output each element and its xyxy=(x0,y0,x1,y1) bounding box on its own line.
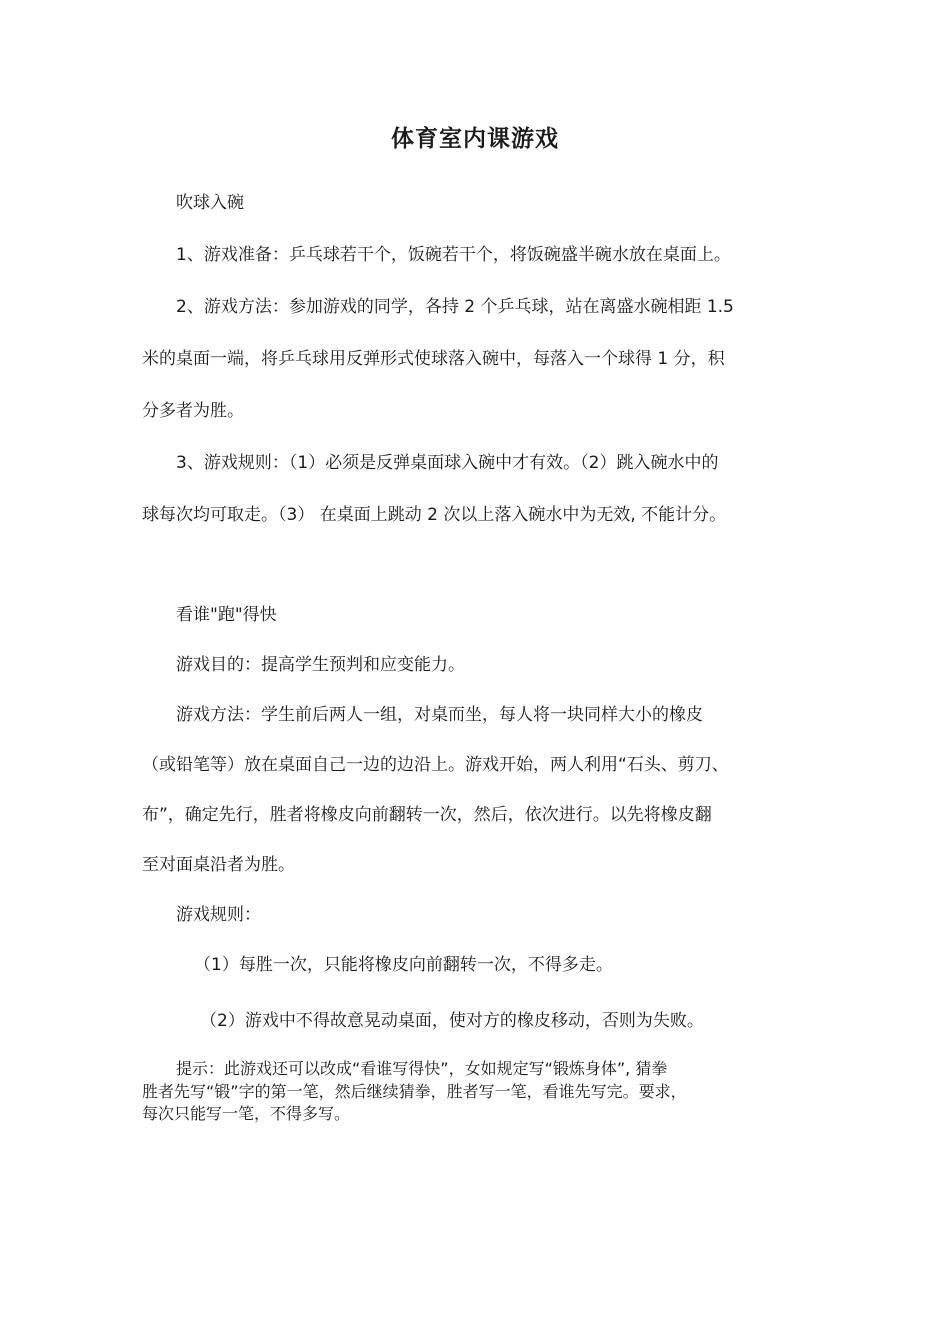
paragraph-rules-line-2: 球每次均可取走。（3） 在桌面上跳动 2 次以上落入碗水中为无效, 不能计分。 xyxy=(142,505,727,525)
rule-item-1: （1）每胜一次，只能将橡皮向前翻转一次，不得多走。 xyxy=(194,955,613,975)
paragraph-game-method-line-2: （或铅笔等）放在桌面自己一边的边沿上。游戏开始，两人利用“石头、剪刀、 xyxy=(142,755,729,775)
rule-item-2: （2）游戏中不得故意晃动桌面，使对方的橡皮移动，否则为失败。 xyxy=(200,1011,704,1031)
rules-heading: 游戏规则： xyxy=(176,905,261,925)
paragraph-game-method-line-3: 布”，确定先行，胜者将橡皮向前翻转一次，然后，依次进行。以先将橡皮翻 xyxy=(142,805,712,825)
section-heading-who-runs-fast: 看谁"跑"得快 xyxy=(176,605,277,625)
paragraph-game-method-line-1: 游戏方法：学生前后两人一组，对桌而坐，每人将一块同样大小的橡皮 xyxy=(176,705,703,725)
tip-line-1: 提示：此游戏还可以改成“看谁写得快”，女如规定写“锻炼身体”, 猜拳 xyxy=(176,1059,668,1078)
paragraph-purpose: 游戏目的：提高学生预判和应变能力。 xyxy=(176,655,465,675)
paragraph-method-line-3: 分多者为胜。 xyxy=(142,401,244,421)
document-title: 体育室内课游戏 xyxy=(391,126,559,152)
paragraph-preparation: 1、游戏准备：乒乓球若干个，饭碗若干个，将饭碗盛半碗水放在桌面上。 xyxy=(176,245,731,265)
paragraph-method-line-2: 米的桌面一端，将乒乓球用反弹形式使球落入碗中，每落入一个球得 1 分，积 xyxy=(142,349,725,369)
tip-line-2: 胜者先写“锻”字的第一笔，然后继续猜拳，胜者写一笔，看谁先写完。要求， xyxy=(142,1082,687,1101)
tip-line-3: 每次只能写一笔，不得多写。 xyxy=(142,1104,351,1123)
paragraph-rules-line-1: 3、游戏规则：（1）必须是反弹桌面球入碗中才有效。（2）跳入碗水中的 xyxy=(176,453,719,473)
paragraph-method-line-1: 2、游戏方法：参加游戏的同学，各持 2 个乒乓球，站在离盛水碗相距 1.5 xyxy=(176,297,734,317)
paragraph-game-method-line-4: 至对面桌沿者为胜。 xyxy=(142,855,295,875)
section-heading-blow-ball: 吹球入碗 xyxy=(176,193,244,213)
